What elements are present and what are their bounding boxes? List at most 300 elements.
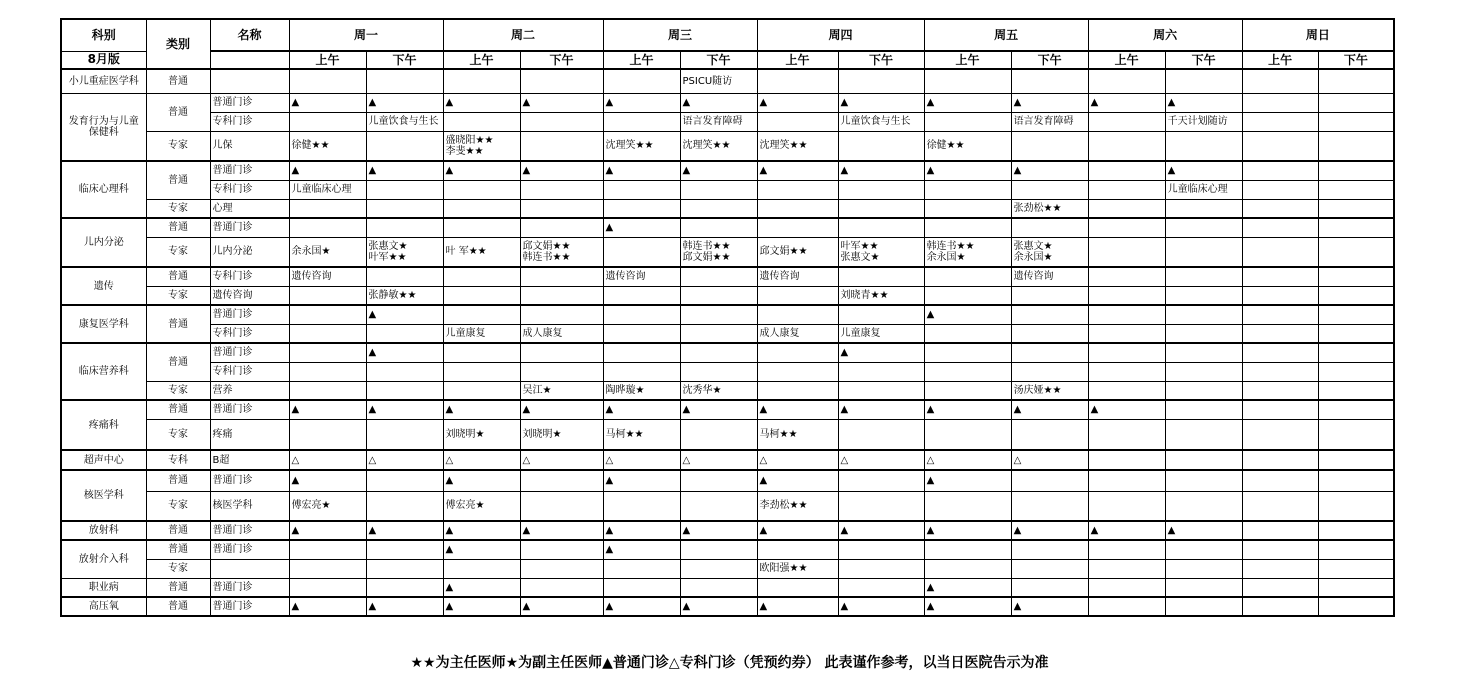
header-row-halfdays [61,51,1394,69]
type-header: 类别 [146,19,210,69]
table-row [61,419,1394,450]
edition-label: 8月版 [61,51,146,69]
pm-header: 下午 [366,51,443,69]
schedule-cell [924,199,1011,218]
schedule-cell [1011,491,1088,521]
schedule-cell: ▲ [443,597,520,616]
schedule-cell [1165,491,1242,521]
schedule-cell: ▲ [520,521,603,540]
clinic-name-cell: 普通门诊 [210,400,289,419]
department-cell: 疼痛科 [61,400,146,450]
schedule-cell: 张惠文★ 叶军★★ [366,237,443,267]
schedule-cell [289,199,366,218]
schedule-cell [520,199,603,218]
schedule-cell: 沈理笑★★ [603,131,680,161]
schedule-cell: 遗传咨询 [289,267,366,286]
schedule-cell: 韩连书★★ 邱文娟★★ [680,237,757,267]
schedule-cell [680,199,757,218]
schedule-cell [838,470,924,491]
schedule-cell: ▲ [1088,93,1165,112]
pm-header: 下午 [680,51,757,69]
schedule-cell [924,559,1011,578]
schedule-cell: △ [838,450,924,470]
schedule-cell: ▲ [680,597,757,616]
schedule-cell [1088,131,1165,161]
schedule-cell [366,559,443,578]
schedule-cell: ▲ [603,470,680,491]
category-cell: 普通 [146,578,210,597]
schedule-cell: 陶晔璇★ [603,381,680,400]
schedule-cell [1318,381,1394,400]
clinic-name-cell: 普通门诊 [210,540,289,559]
schedule-cell: ▲ [443,93,520,112]
schedule-cell: 韩连书★★ 余永国★ [924,237,1011,267]
clinic-name-cell: 普通门诊 [210,578,289,597]
schedule-cell [1088,218,1165,237]
schedule-cell [603,112,680,131]
schedule-cell [443,381,520,400]
schedule-cell [1011,69,1088,93]
schedule-cell [1165,237,1242,267]
clinic-name-cell: 遗传咨询 [210,286,289,305]
schedule-cell: 马柯★★ [757,419,838,450]
schedule-cell [838,540,924,559]
schedule-cell: ▲ [366,343,443,362]
schedule-cell [443,559,520,578]
schedule-cell: ▲ [924,93,1011,112]
schedule-cell [1318,559,1394,578]
schedule-cell [1088,237,1165,267]
schedule-cell [924,540,1011,559]
schedule-cell [1165,381,1242,400]
schedule-cell [680,419,757,450]
schedule-cell [520,305,603,324]
schedule-cell [1088,267,1165,286]
table-row [61,305,1394,324]
schedule-cell [289,112,366,131]
schedule-cell: 徐健★★ [924,131,1011,161]
category-cell: 专家 [146,491,210,521]
schedule-cell: ▲ [520,597,603,616]
schedule-cell [838,218,924,237]
schedule-cell: ▲ [924,521,1011,540]
table-row [61,559,1394,578]
schedule-cell [289,362,366,381]
table-row [61,237,1394,267]
schedule-cell: 沈秀华★ [680,381,757,400]
schedule-cell: 傅宏亮★ [289,491,366,521]
day-header-sun: 周日 [1242,19,1394,51]
schedule-cell: 徐健★★ [289,131,366,161]
schedule-cell: ▲ [757,161,838,180]
schedule-cell [757,112,838,131]
clinic-name-cell: 心理 [210,199,289,218]
schedule-cell [680,286,757,305]
schedule-cell: ▲ [924,578,1011,597]
category-cell: 普通 [146,540,210,559]
schedule-cell: ▲ [366,400,443,419]
schedule-cell [289,305,366,324]
schedule-cell [1242,286,1318,305]
schedule-cell: ▲ [838,597,924,616]
schedule-cell [366,491,443,521]
schedule-cell [289,578,366,597]
department-cell: 核医学科 [61,470,146,521]
schedule-cell: ▲ [289,470,366,491]
schedule-cell: 沈理笑★★ [757,131,838,161]
schedule-cell [366,362,443,381]
pm-header: 下午 [838,51,924,69]
schedule-cell: ▲ [289,400,366,419]
day-header-fri: 周五 [924,19,1088,51]
schedule-cell [1165,597,1242,616]
schedule-cell [289,69,366,93]
schedule-cell [366,381,443,400]
table-row [61,218,1394,237]
schedule-cell: ▲ [366,521,443,540]
category-cell: 普通 [146,521,210,540]
schedule-cell: ▲ [1011,93,1088,112]
schedule-cell: △ [603,450,680,470]
schedule-cell: ▲ [924,470,1011,491]
schedule-cell [1088,578,1165,597]
schedule-cell [1318,400,1394,419]
clinic-name-cell: 疼痛 [210,419,289,450]
category-cell: 专家 [146,286,210,305]
schedule-cell: ▲ [603,218,680,237]
schedule-cell: ▲ [838,400,924,419]
schedule-cell [443,286,520,305]
schedule-cell [1088,161,1165,180]
schedule-cell [443,305,520,324]
schedule-cell [1011,180,1088,199]
schedule-cell: ▲ [1165,93,1242,112]
clinic-name-cell: 普通门诊 [210,161,289,180]
schedule-cell [1088,199,1165,218]
schedule-cell [1242,161,1318,180]
schedule-cell [1318,286,1394,305]
department-cell: 临床营养科 [61,343,146,400]
category-cell: 普通 [146,343,210,381]
schedule-cell: 语言发育障碍 [1011,112,1088,131]
schedule-cell [520,470,603,491]
schedule-cell [289,419,366,450]
schedule-cell [1011,419,1088,450]
schedule-cell [838,419,924,450]
am-header: 上午 [924,51,1011,69]
schedule-cell [520,540,603,559]
schedule-cell [1088,381,1165,400]
department-cell: 发育行为与儿童保健科 [61,93,146,161]
schedule-cell: 儿童饮食与生长 [838,112,924,131]
schedule-cell: △ [366,450,443,470]
table-row [61,450,1394,470]
schedule-cell [443,343,520,362]
schedule-cell [1242,400,1318,419]
schedule-cell: ▲ [838,343,924,362]
pm-header: 下午 [1011,51,1088,69]
schedule-cell: ▲ [603,93,680,112]
clinic-name-cell: 普通门诊 [210,218,289,237]
schedule-cell [603,69,680,93]
schedule-cell: 邱文娟★★ [757,237,838,267]
department-cell: 职业病 [61,578,146,597]
schedule-cell: 刘晓青★★ [838,286,924,305]
schedule-cell [1088,362,1165,381]
schedule-cell: ▲ [1011,597,1088,616]
schedule-cell [757,199,838,218]
schedule-cell: 遗传咨询 [757,267,838,286]
schedule-cell [443,112,520,131]
table-row [61,112,1394,131]
schedule-cell [680,218,757,237]
table-row [61,470,1394,491]
pm-header: 下午 [1318,51,1394,69]
schedule-cell [1318,93,1394,112]
schedule-cell [1088,112,1165,131]
schedule-cell [680,578,757,597]
schedule-cell [289,381,366,400]
schedule-cell [366,199,443,218]
schedule-cell [520,69,603,93]
schedule-cell [1242,324,1318,343]
schedule-cell [289,286,366,305]
schedule-cell: ▲ [443,161,520,180]
schedule-cell [1088,450,1165,470]
schedule-cell: △ [443,450,520,470]
schedule-cell: 成人康复 [520,324,603,343]
table-row [61,521,1394,540]
table-row [61,180,1394,199]
schedule-cell [1088,286,1165,305]
schedule-cell [1318,419,1394,450]
schedule-cell: ▲ [443,521,520,540]
schedule-cell [289,218,366,237]
schedule-cell: 儿童康复 [443,324,520,343]
schedule-cell [1088,324,1165,343]
schedule-cell [1242,362,1318,381]
schedule-cell [1011,343,1088,362]
schedule-cell: ▲ [289,93,366,112]
schedule-cell: 吴江★ [520,381,603,400]
schedule-cell [289,559,366,578]
schedule-cell [443,362,520,381]
schedule-cell: 张劲松★★ [1011,199,1088,218]
department-cell: 小儿重症医学科 [61,69,146,93]
clinic-name-cell: B超 [210,450,289,470]
schedule-cell [366,540,443,559]
table-row [61,267,1394,286]
schedule-cell [1011,578,1088,597]
schedule-cell: ▲ [680,521,757,540]
schedule-cell [1318,112,1394,131]
schedule-cell [1011,324,1088,343]
category-cell: 普通 [146,218,210,237]
schedule-cell [1318,267,1394,286]
schedule-cell [1242,180,1318,199]
schedule-cell: ▲ [1088,521,1165,540]
schedule-cell [1242,381,1318,400]
table-row [61,578,1394,597]
schedule-cell [1242,112,1318,131]
clinic-name-cell: 普通门诊 [210,343,289,362]
schedule-cell [520,267,603,286]
schedule-cell: ▲ [757,470,838,491]
schedule-cell [520,180,603,199]
schedule-cell [680,540,757,559]
clinic-name-cell: 普通门诊 [210,521,289,540]
schedule-cell [680,470,757,491]
schedule-cell [366,267,443,286]
schedule-cell [1242,559,1318,578]
schedule-cell [1318,218,1394,237]
schedule-cell [1242,470,1318,491]
schedule-cell [1242,597,1318,616]
schedule-cell [680,491,757,521]
schedule-cell: ▲ [924,597,1011,616]
schedule-cell [838,199,924,218]
schedule-cell [1088,305,1165,324]
schedule-cell [838,362,924,381]
schedule-cell [1165,218,1242,237]
category-cell: 专家 [146,419,210,450]
schedule-cell: ▲ [680,93,757,112]
am-header: 上午 [443,51,520,69]
schedule-cell: ▲ [757,400,838,419]
schedule-cell: 遗传咨询 [1011,267,1088,286]
name-header-blank [210,51,289,69]
schedule-cell [1088,69,1165,93]
schedule-cell [838,180,924,199]
clinic-schedule-table [60,18,1395,617]
schedule-cell [366,578,443,597]
schedule-cell [520,559,603,578]
schedule-cell [1088,343,1165,362]
department-cell: 放射科 [61,521,146,540]
schedule-cell [924,419,1011,450]
schedule-cell: 遗传咨询 [603,267,680,286]
schedule-cell: ▲ [838,161,924,180]
schedule-cell: 李劲松★★ [757,491,838,521]
schedule-cell: 儿童临床心理 [289,180,366,199]
schedule-cell: ▲ [603,521,680,540]
schedule-cell [1088,597,1165,616]
schedule-cell: 余永国★ [289,237,366,267]
schedule-cell: △ [289,450,366,470]
day-header-mon: 周一 [289,19,443,51]
schedule-cell: ▲ [366,305,443,324]
schedule-cell [838,559,924,578]
day-header-thu: 周四 [757,19,924,51]
department-cell: 临床心理科 [61,161,146,218]
schedule-cell [1242,69,1318,93]
schedule-cell [1165,362,1242,381]
schedule-cell [1318,237,1394,267]
table-row [61,343,1394,362]
schedule-cell [1165,286,1242,305]
am-header: 上午 [289,51,366,69]
schedule-cell [443,69,520,93]
schedule-cell: 叶军★★ 张惠文★ [838,237,924,267]
table-row [61,491,1394,521]
category-cell: 专家 [146,131,210,161]
schedule-cell: ▲ [520,93,603,112]
schedule-cell [443,267,520,286]
schedule-cell [838,69,924,93]
schedule-cell [1011,131,1088,161]
schedule-cell: ▲ [924,400,1011,419]
schedule-cell [520,218,603,237]
category-cell: 普通 [146,161,210,199]
am-header: 上午 [603,51,680,69]
schedule-cell [1011,540,1088,559]
schedule-cell: ▲ [838,521,924,540]
schedule-cell [1088,470,1165,491]
schedule-cell: ▲ [443,578,520,597]
table-row [61,161,1394,180]
department-cell: 儿内分泌 [61,218,146,267]
schedule-cell: 汤庆娅★★ [1011,381,1088,400]
schedule-cell [1318,343,1394,362]
schedule-cell: ▲ [603,597,680,616]
schedule-cell: ▲ [443,400,520,419]
schedule-cell [1318,324,1394,343]
schedule-cell [1318,362,1394,381]
schedule-cell: 儿童饮食与生长 [366,112,443,131]
clinic-name-cell: 专科门诊 [210,324,289,343]
category-cell: 专科 [146,450,210,470]
department-cell: 康复医学科 [61,305,146,343]
schedule-cell [1318,180,1394,199]
schedule-cell [1242,419,1318,450]
schedule-cell [924,180,1011,199]
schedule-cell [1242,218,1318,237]
schedule-cell [1318,199,1394,218]
schedule-cell [1011,286,1088,305]
schedule-cell [1242,199,1318,218]
schedule-cell [924,286,1011,305]
schedule-cell [603,286,680,305]
schedule-cell [1242,491,1318,521]
clinic-name-cell: 专科门诊 [210,180,289,199]
table-row [61,362,1394,381]
schedule-cell [1242,343,1318,362]
schedule-cell [520,112,603,131]
schedule-cell: 张惠文★ 余永国★ [1011,237,1088,267]
schedule-cell [289,343,366,362]
dept-header: 科别 [61,19,146,51]
department-cell: 高压氧 [61,597,146,616]
schedule-cell [757,343,838,362]
schedule-cell [1318,521,1394,540]
schedule-cell [1165,324,1242,343]
schedule-cell: 千天计划随访 [1165,112,1242,131]
schedule-cell [289,324,366,343]
schedule-cell [1165,419,1242,450]
schedule-cell [1318,450,1394,470]
schedule-cell: 儿童临床心理 [1165,180,1242,199]
pm-header: 下午 [1165,51,1242,69]
schedule-cell [1318,69,1394,93]
schedule-cell [1088,180,1165,199]
header-row-days [61,19,1394,51]
category-cell: 普通 [146,305,210,343]
schedule-cell [520,343,603,362]
schedule-cell [1165,343,1242,362]
schedule-cell [924,362,1011,381]
schedule-cell [924,267,1011,286]
schedule-cell: ▲ [757,521,838,540]
